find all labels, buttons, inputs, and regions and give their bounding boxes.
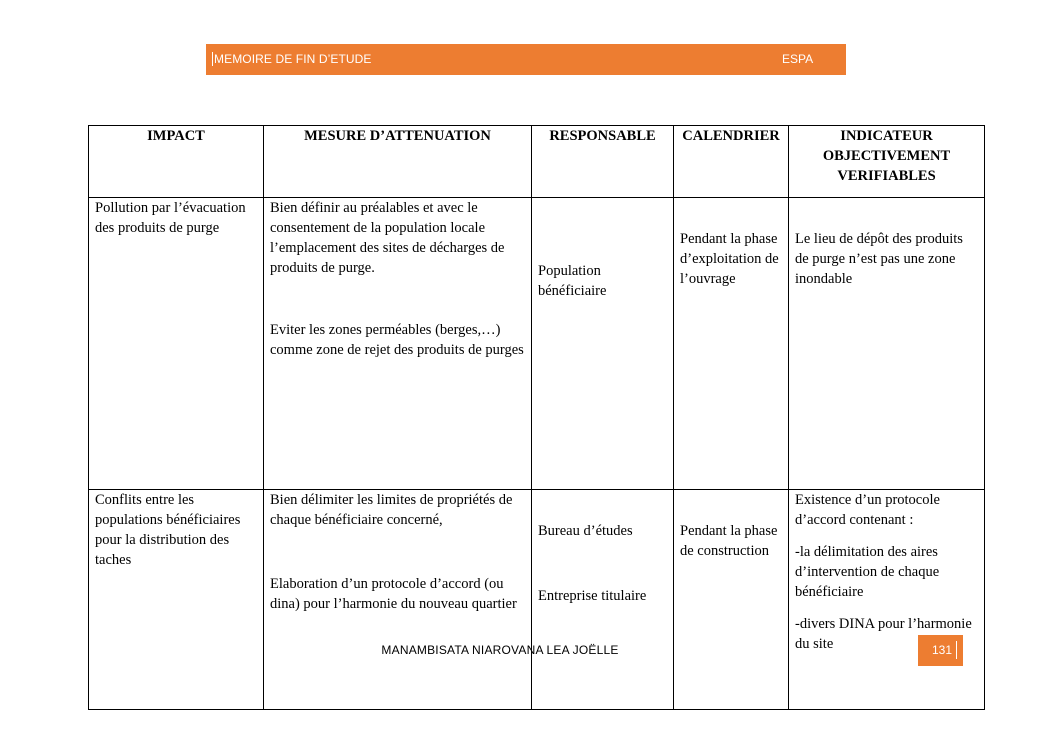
- responsable-cell: [532, 490, 674, 710]
- impact-text: Pollution par l’évacuation des produits de purge: [95, 200, 246, 236]
- table-row: [89, 198, 985, 490]
- mesure-text: Bien définir au préalables et avec le consentement de la population locale l’emplacement des sites de décharges de produits de purge.: [270, 200, 505, 276]
- mesure-cell: [264, 198, 532, 490]
- calendrier-text: Pendant la phase d’exploitation de l’ouvrage: [680, 231, 779, 287]
- indicateur-cell: [789, 198, 985, 490]
- page-header-bar: [206, 44, 846, 75]
- calendrier-text: Pendant la phase de construction: [680, 523, 778, 559]
- page-number-divider: [956, 641, 957, 659]
- responsable-cell: [532, 198, 674, 490]
- indicateur-text: Existence d’un protocole d’accord contenant :: [795, 492, 940, 528]
- header-school: ESPA: [782, 52, 814, 66]
- header-title: MEMOIRE DE FIN D’ETUDE: [214, 52, 372, 66]
- mesure-text: Eviter les zones perméables (berges,…) comme zone de rejet des produits de purges: [270, 322, 524, 358]
- impact-cell: [89, 490, 264, 710]
- indicateur-text: -la délimitation des aires d’intervention de chaque bénéficiaire: [795, 544, 940, 600]
- indicateur-text: -divers DINA pour l’harmonie du site: [795, 616, 972, 652]
- column-header-responsable: RESPONSABLE: [532, 126, 674, 198]
- calendrier-cell: [674, 198, 789, 490]
- impact-cell: [89, 198, 264, 490]
- responsable-text: Bureau d’études: [538, 523, 633, 539]
- table-header-row: [89, 126, 985, 198]
- responsable-text: Population bénéficiaire: [538, 263, 607, 299]
- indicateur-cell: [789, 490, 985, 710]
- mesure-text: Bien délimiter les limites de propriétés de chaque bénéficiaire concerné,: [270, 492, 513, 528]
- table-row: [89, 490, 985, 710]
- responsable-text: Entreprise titulaire: [538, 588, 647, 604]
- mesure-text: Elaboration d’un protocole d’accord (ou dina) pour l’harmonie du nouveau quartier: [270, 576, 517, 612]
- column-header-calendrier: CALENDRIER: [674, 126, 789, 198]
- footer-author: MANAMBISATA NIAROVANA LEA JOËLLE: [381, 643, 619, 657]
- calendrier-cell: [674, 490, 789, 710]
- column-header-mesure: MESURE D’ATTENUATION: [264, 126, 532, 198]
- impact-text: Conflits entre les populations bénéficiaires pour la distribution des taches: [95, 492, 241, 568]
- indicateur-text: Le lieu de dépôt des produits de purge n’est pas une zone inondable: [795, 231, 963, 287]
- mesure-cell: [264, 490, 532, 710]
- page-number-box: [918, 635, 963, 666]
- text-cursor: [212, 52, 213, 66]
- column-header-indicateur: INDICATEUR OBJECTIVEMENT VERIFIABLES: [789, 126, 985, 198]
- mitigation-table: [88, 125, 985, 710]
- page-number: 131: [932, 643, 953, 657]
- column-header-impact: IMPACT: [89, 126, 264, 198]
